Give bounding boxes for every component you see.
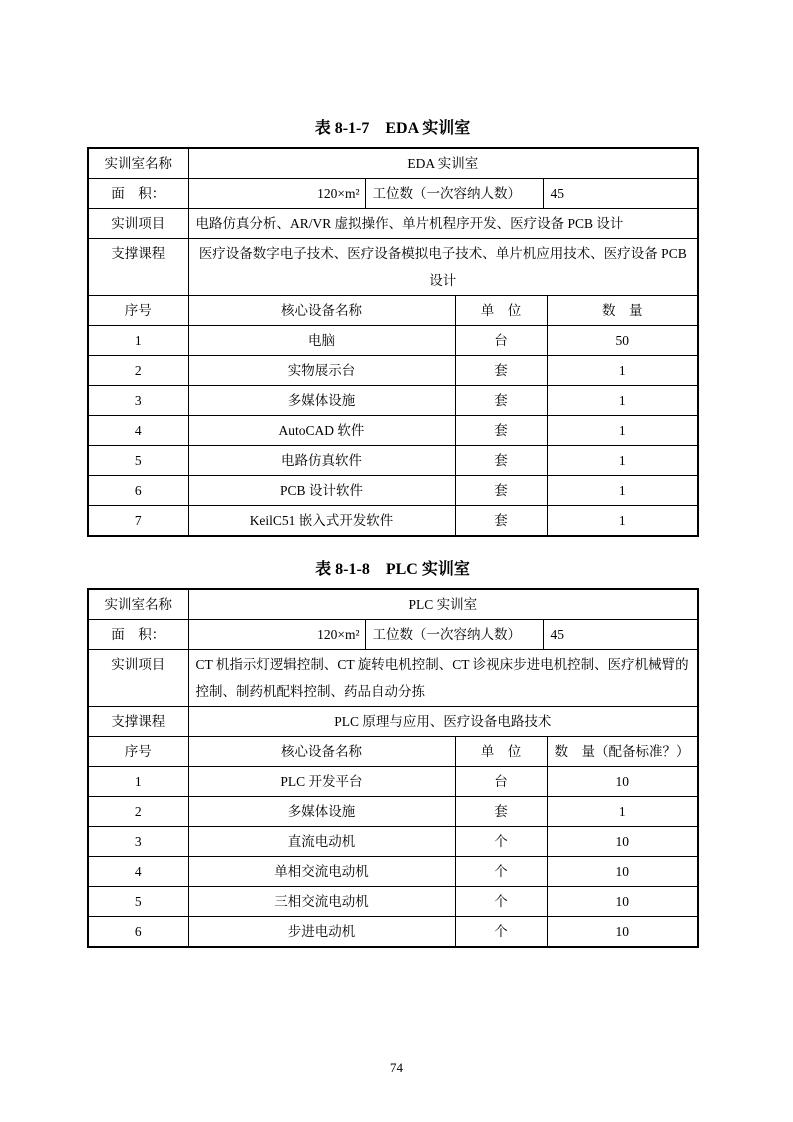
projects-row (88, 650, 698, 707)
equipment-row (88, 887, 698, 917)
projects-label: 实训项目 (88, 650, 188, 707)
unit-cell: 个 (455, 827, 547, 857)
serial-cell: 4 (88, 416, 188, 446)
quantity-cell: 1 (547, 506, 698, 537)
capacity-label: 工位数（一次容纳人数） (365, 620, 543, 650)
area-row (88, 179, 698, 209)
device-name-cell: PCB 设计软件 (188, 476, 455, 506)
serial-cell: 6 (88, 476, 188, 506)
serial-cell: 3 (88, 386, 188, 416)
equipment-row (88, 356, 698, 386)
courses-row (88, 239, 698, 296)
area-label: 面 积： (88, 620, 188, 650)
quantity-cell: 50 (547, 326, 698, 356)
capacity-value: 45 (543, 620, 698, 650)
equipment-row (88, 857, 698, 887)
quantity-cell: 10 (547, 917, 698, 948)
table-8-1-8-title: 表 8-1-8 PLC 实训室 (315, 561, 470, 578)
unit-cell: 台 (455, 767, 547, 797)
quantity-cell: 10 (547, 767, 698, 797)
serial-cell: 4 (88, 857, 188, 887)
quantity-cell: 10 (547, 887, 698, 917)
capacity-label: 工位数（一次容纳人数） (365, 179, 543, 209)
unit-cell: 个 (455, 917, 547, 948)
serial-cell: 2 (88, 356, 188, 386)
equipment-row (88, 767, 698, 797)
device-name-cell: 步进电动机 (188, 917, 455, 948)
device-name-cell: 电路仿真软件 (188, 446, 455, 476)
room-name-value: EDA 实训室 (188, 148, 698, 179)
courses-value: 医疗设备数字电子技术、医疗设备模拟电子技术、单片机应用技术、医疗设备 PCB 设计 (188, 239, 698, 296)
quantity-cell: 1 (547, 356, 698, 386)
device-name-cell: KeilC51 嵌入式开发软件 (188, 506, 455, 537)
quantity-cell: 1 (547, 476, 698, 506)
area-value: 120×m² (188, 179, 365, 209)
quantity-cell: 10 (547, 857, 698, 887)
equipment-row (88, 506, 698, 537)
equipment-row (88, 797, 698, 827)
area-row (88, 620, 698, 650)
quantity-cell: 1 (547, 386, 698, 416)
page-number: 74 (390, 1060, 403, 1075)
device-name-cell: 单相交流电动机 (188, 857, 455, 887)
unit-cell: 套 (455, 416, 547, 446)
device-name-cell: AutoCAD 软件 (188, 416, 455, 446)
equipment-header-row (88, 296, 698, 326)
header-device-name: 核心设备名称 (188, 296, 455, 326)
table-8-1-7-title: 表 8-1-7 EDA 实训室 (314, 120, 471, 137)
projects-value: CT 机指示灯逻辑控制、CT 旋转电机控制、CT 诊视床步进电机控制、医疗机械臂的控制、制药机配料控制、药品自动分拣 (188, 650, 698, 707)
quantity-cell: 10 (547, 827, 698, 857)
unit-cell: 个 (455, 887, 547, 917)
serial-cell: 5 (88, 887, 188, 917)
courses-value: PLC 原理与应用、医疗设备电路技术 (188, 707, 698, 737)
room-name-value: PLC 实训室 (188, 589, 698, 620)
unit-cell: 台 (455, 326, 547, 356)
device-name-cell: 三相交流电动机 (188, 887, 455, 917)
serial-cell: 6 (88, 917, 188, 948)
room-name-row (88, 589, 698, 620)
projects-row (88, 209, 698, 239)
serial-cell: 1 (88, 767, 188, 797)
header-serial: 序号 (88, 737, 188, 767)
equipment-row (88, 827, 698, 857)
plc-lab-table (87, 588, 699, 948)
header-quantity: 数 量（配备标准？） (547, 737, 698, 767)
equipment-row (88, 476, 698, 506)
unit-cell: 套 (455, 506, 547, 537)
serial-cell: 3 (88, 827, 188, 857)
courses-label: 支撑课程 (88, 707, 188, 737)
header-quantity: 数 量 (547, 296, 698, 326)
projects-value: 电路仿真分析、AR/VR 虚拟操作、单片机程序开发、医疗设备 PCB 设计 (188, 209, 698, 239)
header-device-name: 核心设备名称 (188, 737, 455, 767)
equipment-row (88, 326, 698, 356)
unit-cell: 个 (455, 857, 547, 887)
equipment-header-row (88, 737, 698, 767)
header-serial: 序号 (88, 296, 188, 326)
serial-cell: 2 (88, 797, 188, 827)
header-unit: 单 位 (455, 296, 547, 326)
unit-cell: 套 (455, 797, 547, 827)
unit-cell: 套 (455, 356, 547, 386)
unit-cell: 套 (455, 386, 547, 416)
courses-row (88, 707, 698, 737)
area-label: 面 积： (88, 179, 188, 209)
equipment-row (88, 386, 698, 416)
equipment-row (88, 416, 698, 446)
room-name-row (88, 148, 698, 179)
quantity-cell: 1 (547, 797, 698, 827)
equipment-row (88, 917, 698, 948)
unit-cell: 套 (455, 476, 547, 506)
quantity-cell: 1 (547, 416, 698, 446)
serial-cell: 5 (88, 446, 188, 476)
serial-cell: 1 (88, 326, 188, 356)
device-name-cell: 实物展示台 (188, 356, 455, 386)
area-value: 120×m² (188, 620, 365, 650)
serial-cell: 7 (88, 506, 188, 537)
header-unit: 单 位 (455, 737, 547, 767)
device-name-cell: 电脑 (188, 326, 455, 356)
courses-label: 支撑课程 (88, 239, 188, 296)
quantity-cell: 1 (547, 446, 698, 476)
device-name-cell: 多媒体设施 (188, 797, 455, 827)
room-name-label: 实训室名称 (88, 589, 188, 620)
room-name-label: 实训室名称 (88, 148, 188, 179)
eda-lab-table (87, 147, 699, 537)
projects-label: 实训项目 (88, 209, 188, 239)
unit-cell: 套 (455, 446, 547, 476)
device-name-cell: 直流电动机 (188, 827, 455, 857)
capacity-value: 45 (543, 179, 698, 209)
device-name-cell: 多媒体设施 (188, 386, 455, 416)
equipment-row (88, 446, 698, 476)
device-name-cell: PLC 开发平台 (188, 767, 455, 797)
